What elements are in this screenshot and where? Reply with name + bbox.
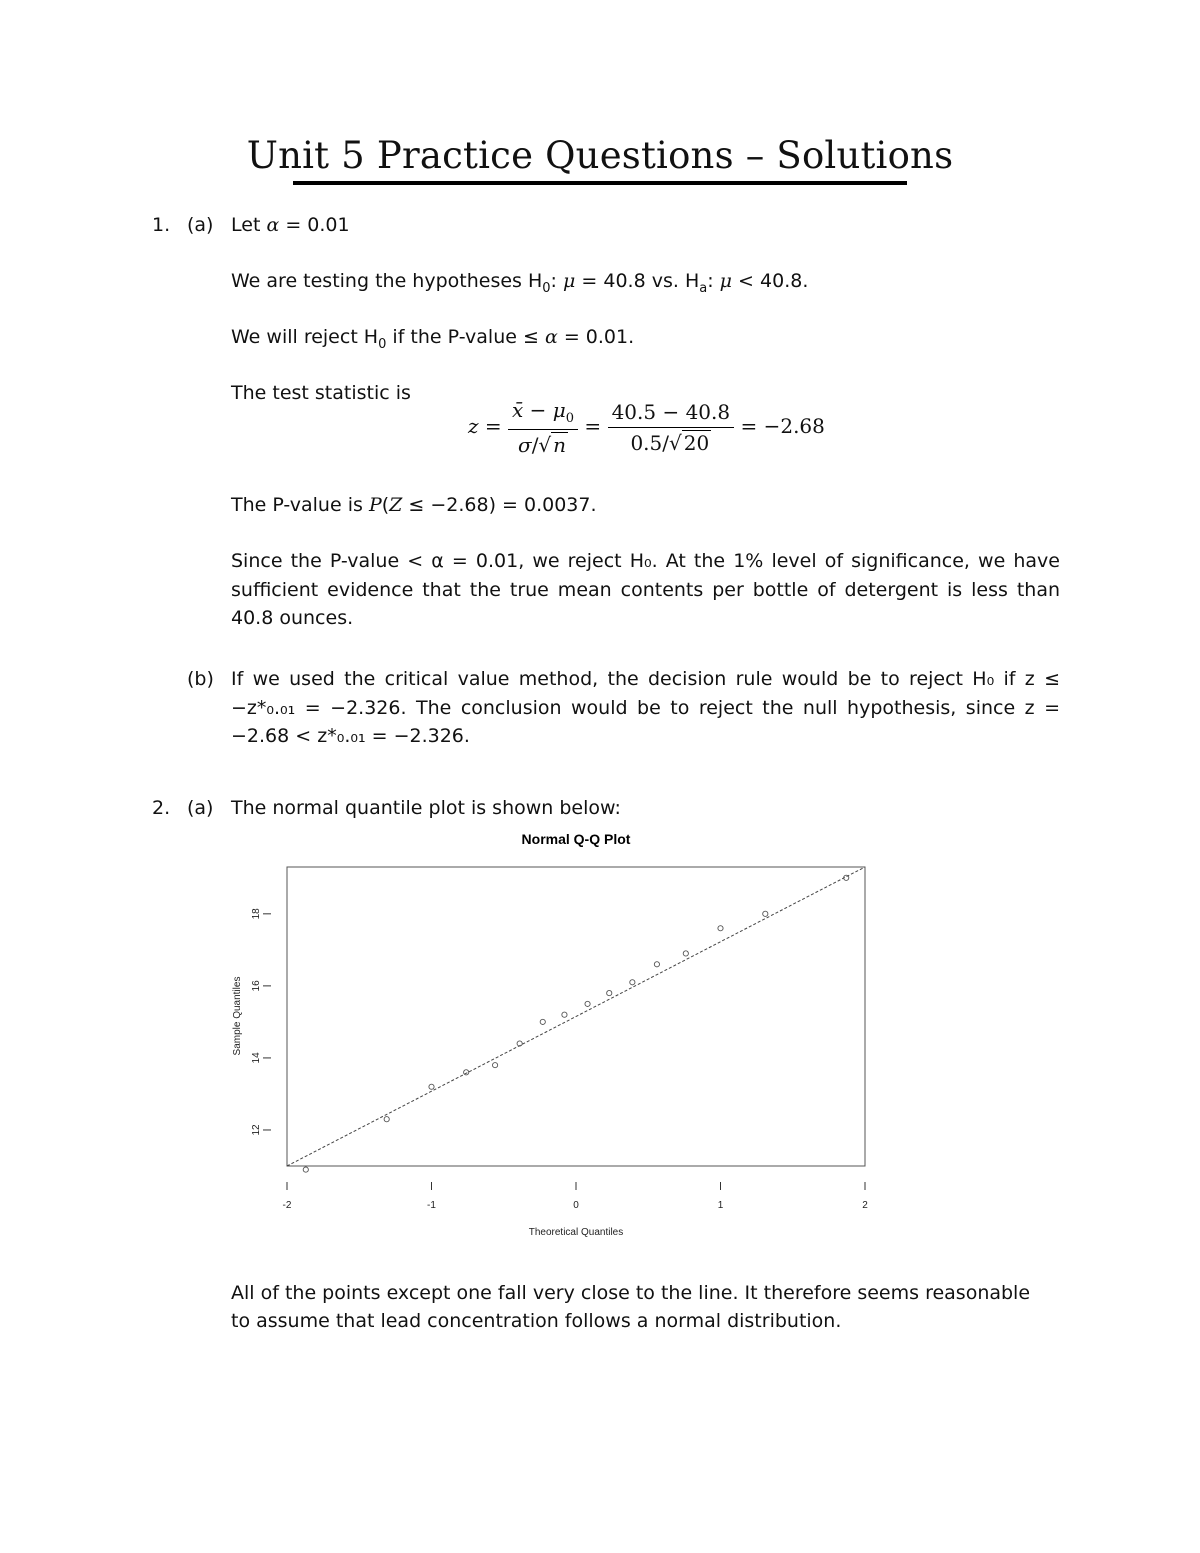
data-point <box>384 1117 389 1122</box>
data-point <box>607 990 612 995</box>
data-point <box>718 926 723 931</box>
data-point <box>492 1063 497 1068</box>
x-tick-label: -1 <box>427 1200 436 1211</box>
formula-denominator: 0.5/ <box>630 431 669 455</box>
formula-numerator: 40.5 − 40.8 <box>608 400 735 428</box>
q1a-conclusion: Since the P-value < α = 0.01, we reject H₀. At the 1% level of significance, we have sufficient evidence that the true mean contents per bottle of detergent is less than 40.8 ounces. <box>231 550 1060 629</box>
y-tick-label: 16 <box>251 980 262 992</box>
q2a-conclusion-line1: All of the points except one fall very close to the line. It therefore seems reasonable <box>231 1282 1031 1304</box>
x-tick-label: -2 <box>282 1200 292 1211</box>
data-point <box>429 1084 434 1089</box>
test-statistic-formula: z = $\frac{x̄ - \mu_0}{\sigma/√ n}$ = $\frac{40.5 - 40.8}{0.5/√ 20}$ = −2.68 <box>468 398 825 457</box>
q1a-pvalue-line: The P-value is P(Z ≤ −2.68) = 0.0037. <box>231 494 597 516</box>
let-text: Let <box>231 214 261 236</box>
q1a-stat-text: The test statistic is <box>231 382 411 404</box>
data-point <box>630 980 635 985</box>
q1a-label: (a) <box>187 214 214 236</box>
formula-fraction-symbolic: $\frac{x̄ - \mu_0}{\sigma/√ n}$ <box>508 398 578 457</box>
qq-plot <box>220 826 920 1246</box>
title-underline <box>293 181 907 185</box>
reject-text: We will reject H <box>231 326 379 348</box>
y-axis <box>251 908 271 1136</box>
data-point <box>464 1070 469 1075</box>
pvalue-text: The P-value is <box>231 494 363 516</box>
q1a-hypotheses-line: We are testing the hypotheses $H_0$: μ = 40.8 vs. $H_a$: μ < 40.8. <box>231 270 809 296</box>
pvalue-expr: ≤ −2.68) = 0.0037. <box>408 494 597 516</box>
x-tick-label: 0 <box>573 1200 579 1211</box>
page-title: Unit 5 Practice Questions – Solutions <box>246 134 954 177</box>
y-tick-label: 14 <box>251 1052 262 1064</box>
hyp-text: We are testing the hypotheses H <box>231 270 543 292</box>
data-point <box>540 1019 545 1024</box>
y-tick-label: 12 <box>251 1124 262 1136</box>
x-axis-label: Theoretical Quantiles <box>528 1227 624 1238</box>
data-point <box>562 1012 567 1017</box>
data-point <box>763 911 768 916</box>
q2a-intro: The normal quantile plot is shown below: <box>231 797 621 819</box>
mua-value: 40.8. <box>760 270 809 292</box>
mu0-value: 40.8 <box>603 270 646 292</box>
z-result: = −2.68 <box>740 414 825 438</box>
reference-line <box>287 867 865 1166</box>
data-point <box>683 951 688 956</box>
formula-n: 20 <box>683 431 710 455</box>
data-point <box>303 1167 308 1172</box>
data-points <box>303 875 849 1172</box>
vs-text: vs. H <box>651 270 700 292</box>
formula-fraction-values: $\frac{40.5 - 40.8}{0.5/√ 20}$ <box>608 400 735 455</box>
x-tick-label: 1 <box>717 1200 724 1211</box>
q1b-label: (b) <box>187 668 214 690</box>
reject-tail: if the P-value <box>392 326 517 348</box>
x-tick-label: 2 <box>862 1200 868 1211</box>
alpha-value: 0.01 <box>307 214 350 236</box>
q1a-reject-line: We will reject $H_0$ if the P-value ≤ α = 0.01. <box>231 326 635 352</box>
q2a-conclusion-line2: to assume that lead concentration follows a normal distribution. <box>231 1310 842 1332</box>
y-tick-label: 18 <box>251 908 262 920</box>
q1a-let-line: Let α = 0.01 <box>231 214 350 236</box>
reject-value: 0.01. <box>585 326 635 348</box>
chart-title: Normal Q-Q Plot <box>521 831 631 847</box>
y-axis-label: Sample Quantiles <box>232 976 243 1056</box>
q2-number: 2. <box>152 797 171 819</box>
data-point <box>654 962 659 967</box>
q2a-label: (a) <box>187 797 214 819</box>
x-axis <box>283 1182 869 1211</box>
q1-number: 1. <box>152 214 171 236</box>
q1b-text: If we used the critical value method, the decision rule would be to reject H₀ if z ≤ −z*₀.₀₁ = −2.326. The conclusion would be to reject the null hypothesis, since z = −2.68 < z*₀.₀₁ = −2.326. <box>231 668 1060 747</box>
data-point <box>585 1001 590 1006</box>
